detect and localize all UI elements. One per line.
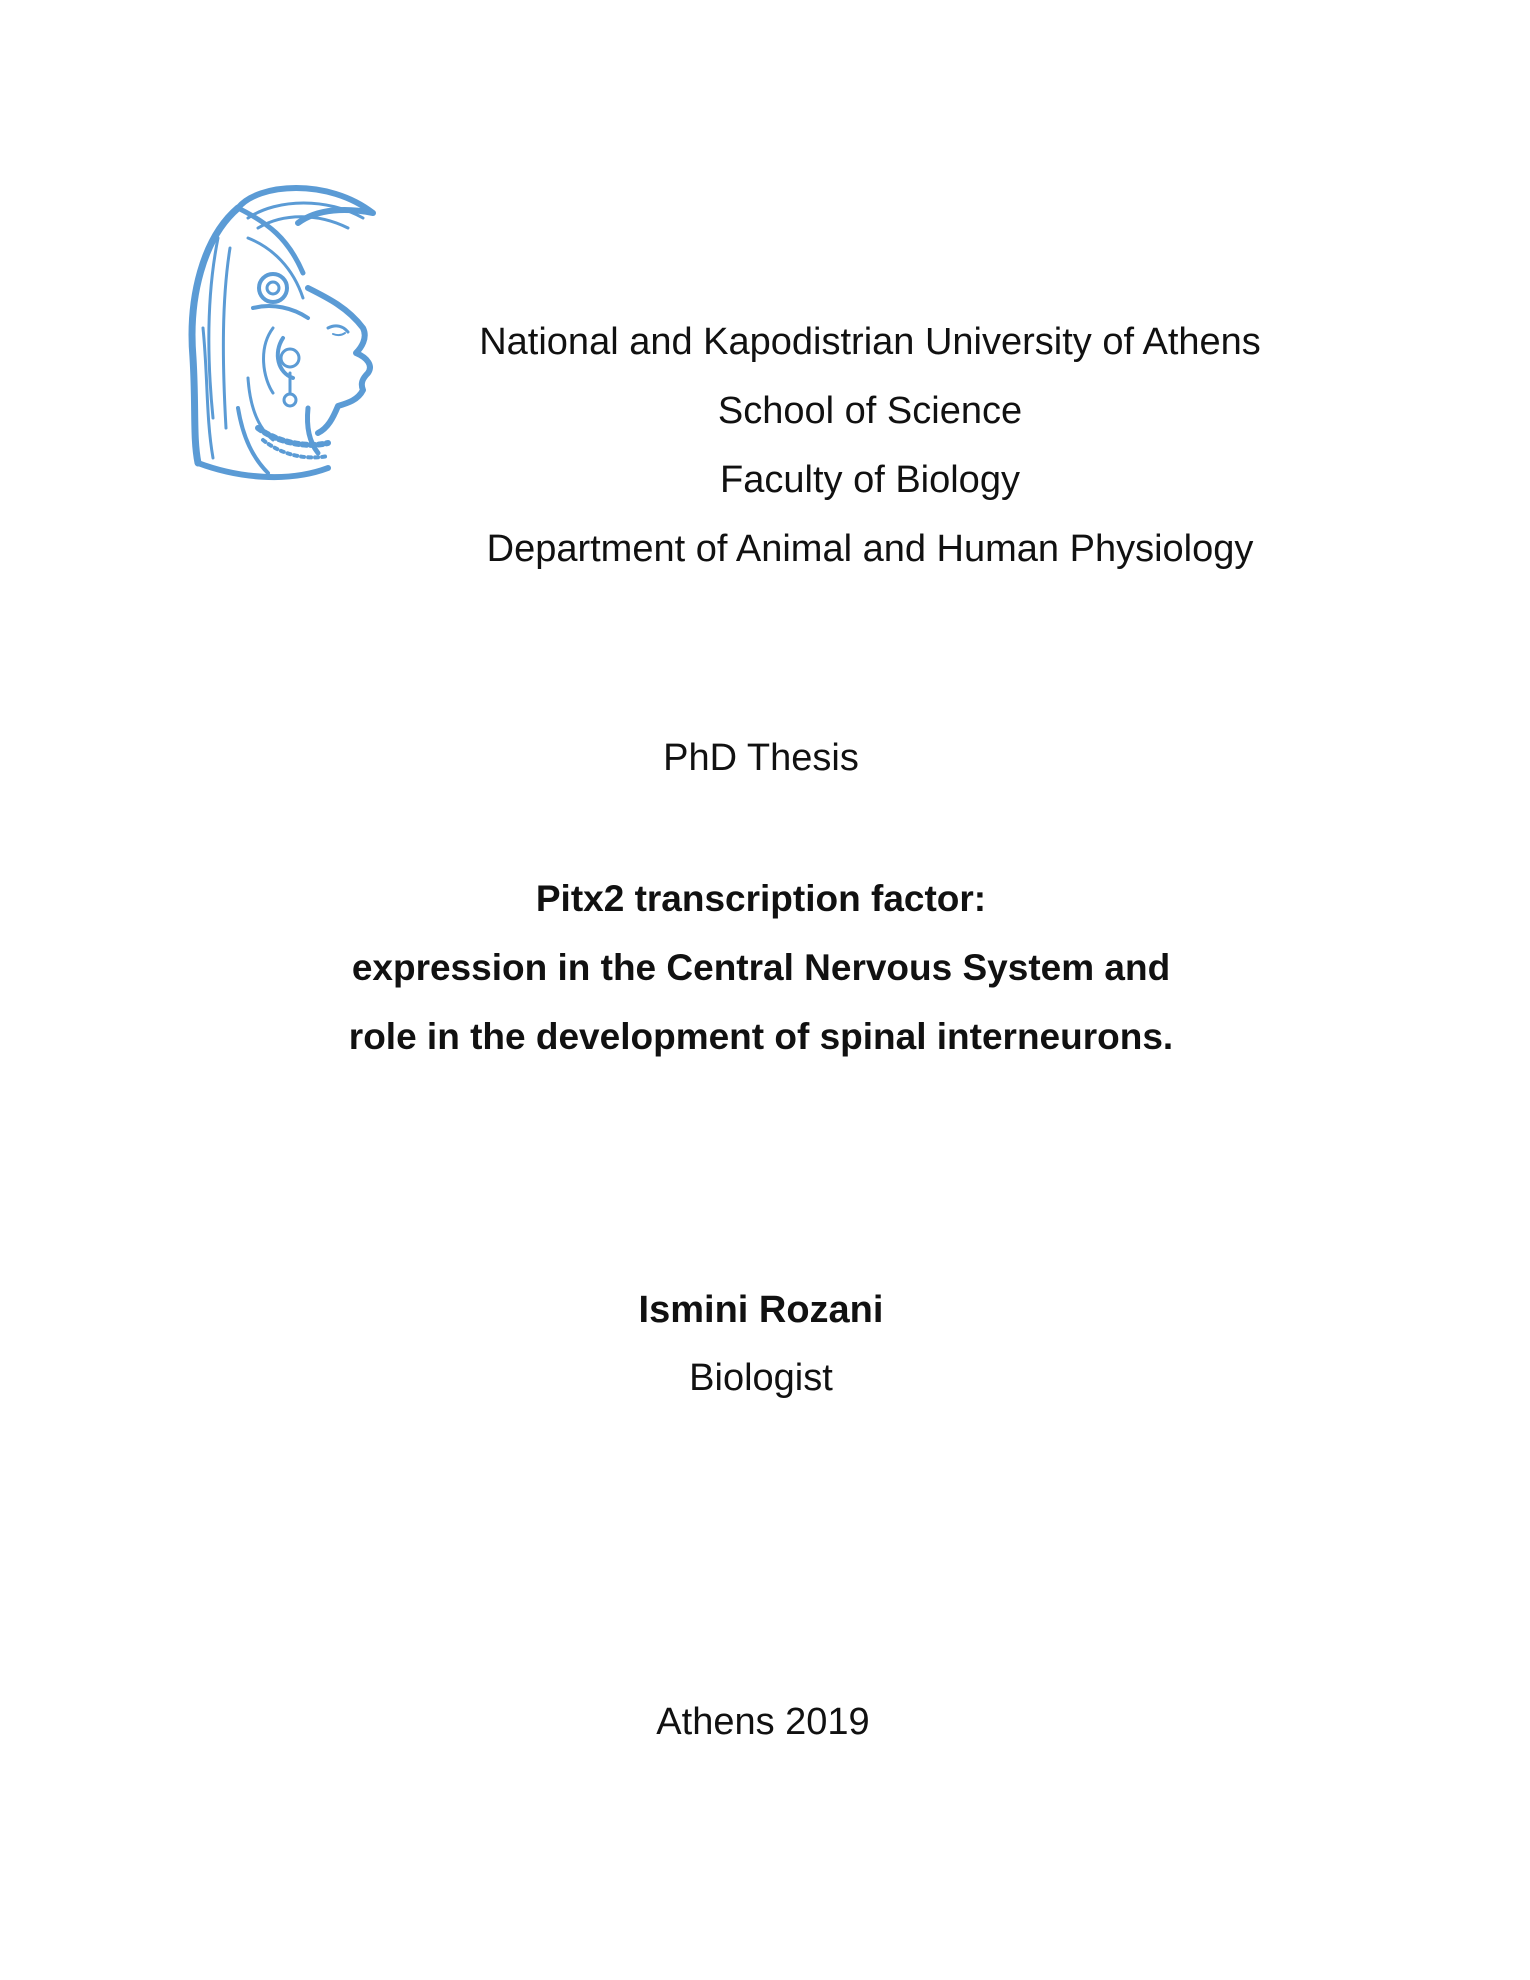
thesis-title-line: expression in the Central Nervous System and bbox=[351, 947, 1171, 988]
place-year: Athens 2019 bbox=[656, 1701, 870, 1743]
author-name: Ismini Rozani bbox=[638, 1289, 884, 1331]
thesis-type: PhD Thesis bbox=[663, 737, 859, 779]
school-name: School of Science bbox=[717, 390, 1023, 432]
faculty-name: Faculty of Biology bbox=[720, 459, 1020, 501]
department-name: Department of Animal and Human Physiology bbox=[486, 528, 1254, 570]
thesis-title-line: Pitx2 transcription factor: bbox=[535, 878, 987, 919]
thesis-title bbox=[0, 864, 1526, 1071]
author-role: Biologist bbox=[689, 1357, 833, 1399]
institution-block bbox=[400, 308, 1340, 584]
thesis-title-line: role in the development of spinal interneurons. bbox=[348, 1016, 1174, 1057]
university-name: National and Kapodistrian University of Athens bbox=[479, 321, 1261, 363]
athena-head-emblem-icon bbox=[178, 178, 378, 488]
